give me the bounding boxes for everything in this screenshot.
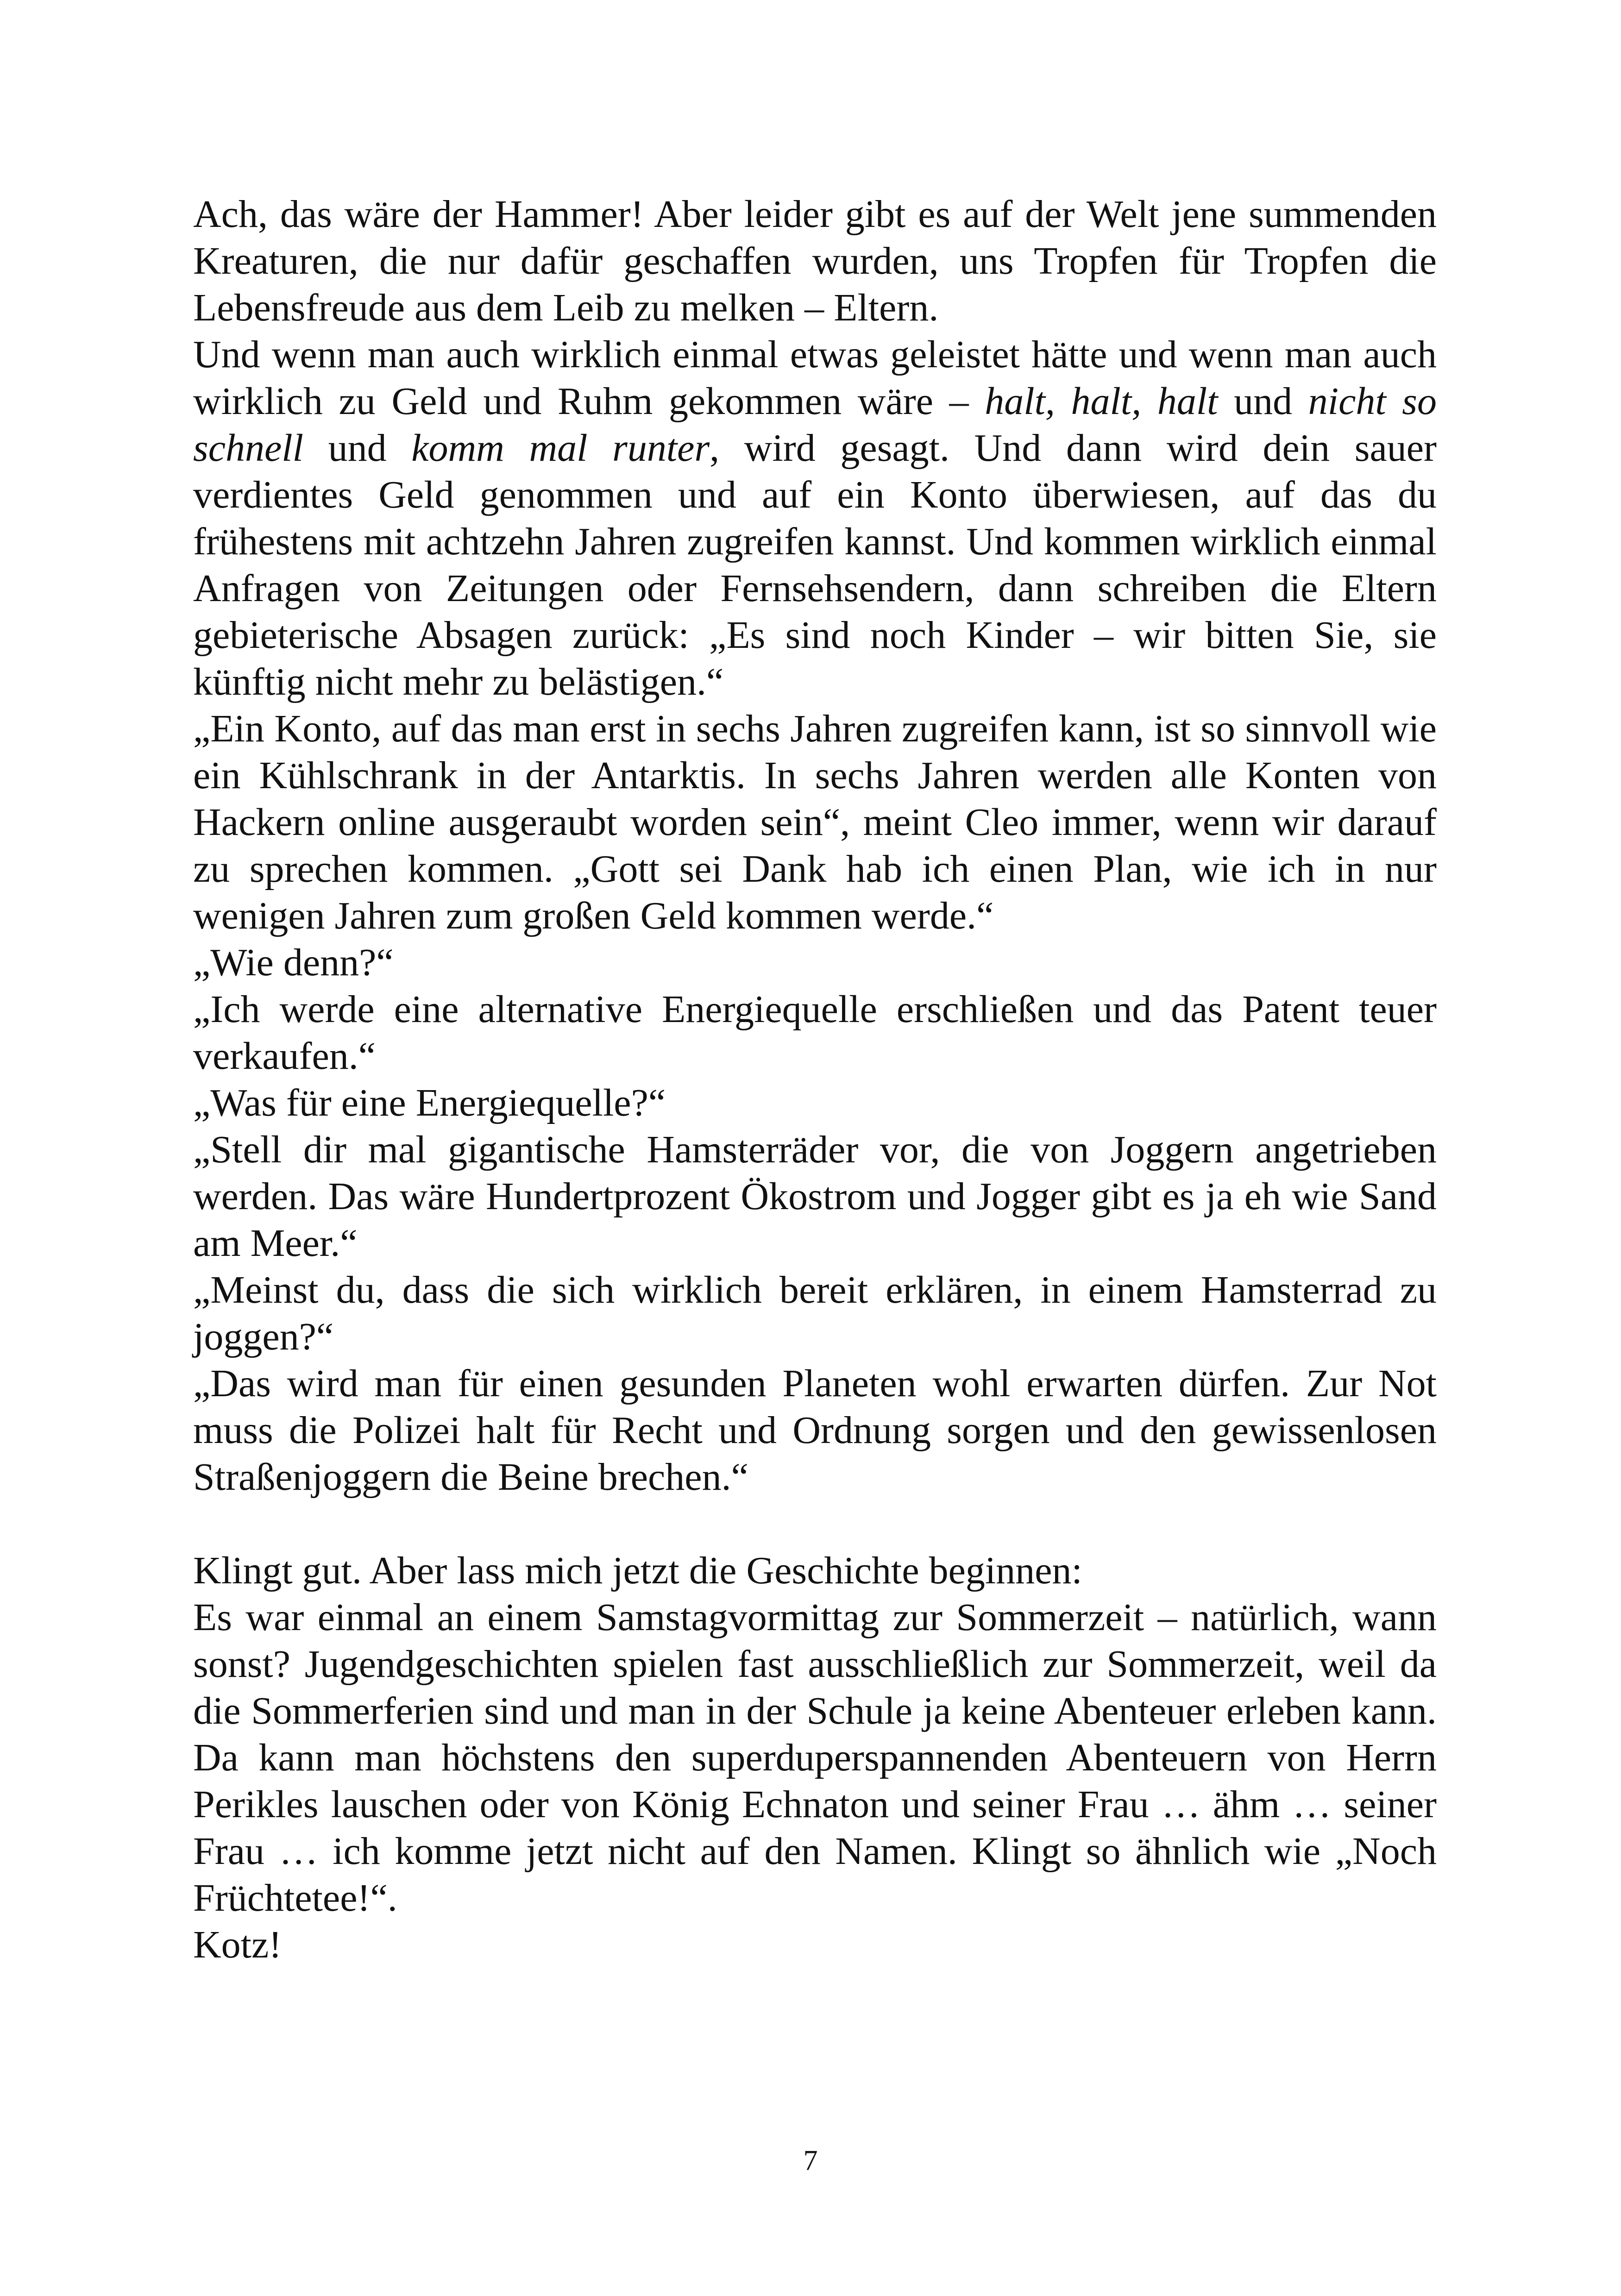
italic-phrase-halt: halt, halt, halt [985, 380, 1218, 423]
text-run: , wird gesagt. Und dann wird dein sauer verdientes Geld genommen und auf ein Konto überwiesen, auf das du frühestens mit achtzehn Jahren zugreifen kannst. Und kommen wirklich einmal Anfragen von Zeitungen oder Fernsehsendern, dann schreiben die Eltern gebieterische Absagen zurück: „Es sind noch Kinder – wir bitten Sie, sie künftig nicht mehr zu belästigen.“ [193, 427, 1437, 703]
paragraph-text: Klingt gut. Aber lass mich jetzt die Geschichte beginnen: [193, 1549, 1082, 1592]
paragraph-klingt-gut [193, 1547, 1437, 1594]
paragraph-meinst-du [193, 1267, 1437, 1360]
paragraph-text: „Wie denn?“ [193, 941, 394, 984]
paragraph-text: „Stell dir mal gigantische Hamsterräder vor, die von Joggern angetrieben werden. Das wäre Hundertprozent Ökostrom und Jogger gibt es ja eh wie Sand am Meer.“ [193, 1128, 1437, 1265]
paragraph-konto [193, 331, 1437, 705]
paragraph-energiequelle [193, 986, 1437, 1079]
text-run: und [1218, 380, 1308, 423]
text-run: und [303, 427, 412, 470]
paragraph-text: „Das wird man für einen gesunden Planeten wohl erwarten dürfen. Zur Not muss die Polizei halt für Recht und Ordnung sorgen und den gewissenlosen Straßenjoggern die Beine brechen.“ [193, 1362, 1437, 1499]
paragraph-es-war-einmal [193, 1594, 1437, 1921]
italic-phrase-nicht-so-schnell: nicht so schnell [193, 380, 1437, 470]
paragraph-polizei [193, 1360, 1437, 1500]
paragraph-hammer [193, 191, 1437, 331]
paragraph-wie-denn [193, 939, 1437, 986]
paragraph-cleo-konto [193, 705, 1437, 939]
paragraph-text: Es war einmal an einem Samstagvormittag zur Sommerzeit – natürlich, wann sonst? Jugendgeschichten spielen fast ausschließlich zur Sommerzeit, weil da die Sommerferien sind und man in der Schule ja keine Abenteuer erleben kann. Da kann man höchstens den superduperspannenden Abenteuern von Herrn Perikles lauschen oder von König Echnaton und seiner Frau … ähm … seiner Frau … ich komme jetzt nicht auf den Namen. Klingt so ähnlich wie „Noch Früchtetee!“. [193, 1596, 1437, 1920]
body-text [193, 191, 1437, 1968]
italic-phrase-komm-mal-runter: komm mal runter [411, 427, 710, 470]
paragraph-text: „Was für eine Energiequelle?“ [193, 1081, 666, 1124]
paragraph-text: „Meinst du, dass die sich wirklich bereit erklären, in einem Hamsterrad zu joggen?“ [193, 1268, 1437, 1358]
paragraph-text: „Ich werde eine alternative Energiequelle erschließen und das Patent teuer verkaufen.“ [193, 988, 1437, 1078]
text-run: Und wenn man auch wirklich einmal etwas geleistet hätte und wenn man auch wirklich zu Geld und Ruhm gekommen wäre – [193, 333, 1437, 423]
section-break [193, 1500, 1437, 1547]
paragraph-was-fuer [193, 1079, 1437, 1126]
page-number: 7 [803, 2145, 818, 2177]
paragraph-kotz [193, 1921, 1437, 1968]
paragraph-text: Ach, das wäre der Hammer! Aber leider gibt es auf der Welt jene summenden Kreaturen, die nur dafür geschaffen wurden, uns Tropfen für Tropfen die Lebensfreude aus dem Leib zu melken – Eltern. [193, 193, 1437, 329]
paragraph-text: „Ein Konto, auf das man erst in sechs Jahren zugreifen kann, ist so sinnvoll wie ein Kühlschrank in der Antarktis. In sechs Jahren werden alle Konten von Hackern online ausgeraubt worden sein“, meint Cleo immer, wenn wir darauf zu sprechen kommen. „Gott sei Dank hab ich einen Plan, wie ich in nur wenigen Jahren zum großen Geld kommen werde.“ [193, 707, 1437, 937]
paragraph-hamsterraeder [193, 1126, 1437, 1267]
paragraph-text: Kotz! [193, 1923, 282, 1966]
